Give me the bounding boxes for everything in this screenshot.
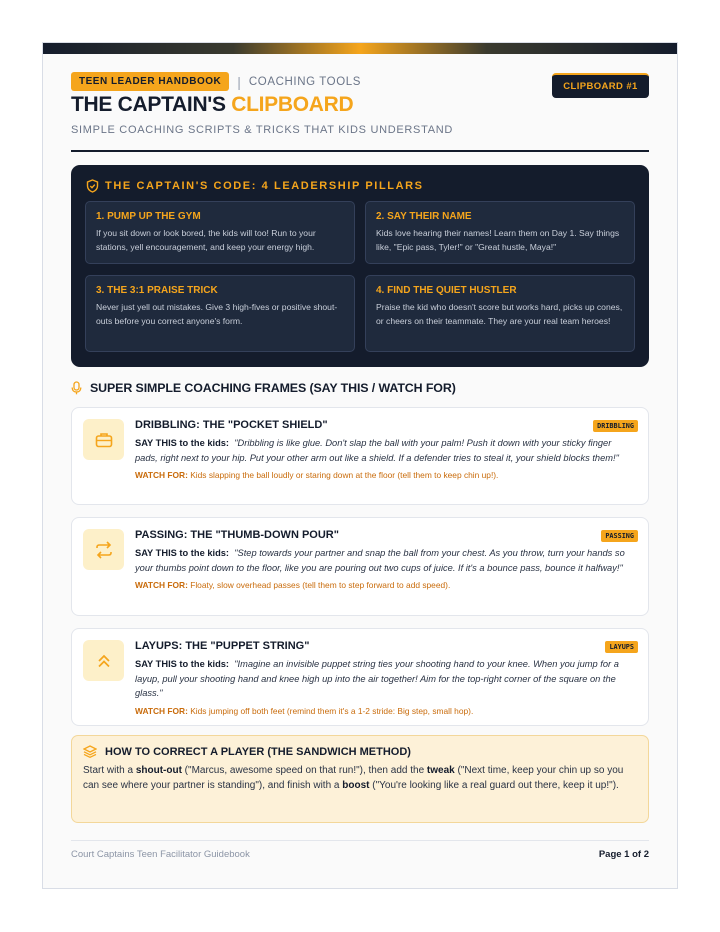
page-title [71, 93, 353, 117]
sandwich-text [83, 763, 637, 793]
coaching-frame-card [71, 407, 649, 505]
header-divider [71, 150, 649, 152]
sandwich-keyword: boost [342, 780, 370, 791]
watch-text: Kids jumping off both feet (remind them it's a 1-2 stride: Big step, small hop). [190, 705, 474, 716]
frame-say-text [135, 436, 636, 465]
page-subtitle: SIMPLE COACHING SCRIPTS & TRICKS THAT KIDS UNDERSTAND [71, 124, 454, 136]
handbook-page [42, 42, 678, 889]
microphone-icon [71, 381, 82, 395]
pillar-card [85, 275, 355, 352]
say-quote: "Step towards your partner and snap the ball from your chest. As you throw, turn your hands so your thumbs point down to the floor, like you are pouring out two cups of juice. If it's a bounce pass, bounce it halfway!" [135, 548, 625, 573]
pillars-heading [86, 179, 424, 193]
pillar-text: Never just yell out mistakes. Give 3 high-fives or positive shout-outs before you correct anyone's form. [96, 302, 338, 326]
pillar-text: If you sit down or look bored, the kids will too! Run to your stations, yell encouragement, and keep your energy high. [96, 228, 316, 252]
say-label: SAY THIS to the kids: [135, 438, 230, 448]
pillar-text: Praise the kid who doesn't score but works hard, picks up cones, or cheers on their teammate. They are your real team heroes! [376, 302, 623, 326]
watch-label: WATCH FOR: [135, 705, 188, 716]
double-chevron-up-icon [96, 653, 112, 669]
frame-icon-box [83, 640, 124, 681]
leadership-pillars-panel [71, 165, 649, 367]
frame-watch-text [135, 706, 636, 716]
pillar-card [85, 201, 355, 264]
coaching-frame-card [71, 628, 649, 726]
frame-say-text [135, 546, 636, 575]
frame-title: LAYUPS: THE "PUPPET STRING" [135, 640, 310, 652]
coaching-frames-heading-text: SUPER SIMPLE COACHING FRAMES (SAY THIS / WATCH FOR) [90, 381, 456, 395]
swap-arrows-icon [95, 541, 113, 559]
sandwich-text-part: ("Next time, keep your chin up so you can see where your partner is standing"), and finish with a [83, 765, 624, 791]
coaching-frame-card [71, 517, 649, 616]
frame-body [135, 529, 636, 590]
frame-watch-text [135, 580, 636, 590]
pillar-title: 3. THE 3:1 PRAISE TRICK [96, 285, 218, 296]
frame-icon-box [83, 529, 124, 570]
watch-text: Floaty, slow overhead passes (tell them to step forward to add speed). [190, 580, 451, 590]
pillar-card [365, 275, 635, 352]
pillar-text: Kids love hearing their names! Learn them on Day 1. Say things like, "Epic pass, Tyler!" or "Great hustle, Maya!" [376, 228, 620, 252]
title-accent: CLIPBOARD [231, 93, 354, 116]
frame-title: DRIBBLING: THE "POCKET SHIELD" [135, 419, 328, 431]
frame-tag: PASSING [601, 530, 638, 542]
sandwich-text-part: Start with a [83, 765, 136, 776]
pillar-title: 4. FIND THE QUIET HUSTLER [376, 285, 517, 296]
pillar-title: 1. PUMP UP THE GYM [96, 211, 201, 222]
header-tags [71, 72, 361, 91]
frame-body [135, 419, 636, 480]
backpack-icon [95, 432, 113, 448]
sandwich-method-box [71, 735, 649, 823]
frame-tag: LAYUPS [605, 641, 638, 653]
coaching-frames-heading [71, 381, 456, 395]
footer-divider [71, 840, 649, 841]
say-quote: "Dribbling is like glue. Don't slap the ball with your palm! Push it down with your sticky finger pads, right next to your hip. Put your other arm out like a shield. If a defender tries to steal it, your shield blocks them!" [135, 438, 619, 463]
sandwich-heading-text: HOW TO CORRECT A PLAYER (THE SANDWICH METHOD) [105, 745, 411, 758]
frame-body [135, 640, 636, 716]
say-quote: "Imagine an invisible puppet string ties your shooting hand to your knee. When you jump for a layup, pull your shooting hand and knee high up into the air together! Aim for the top-right corner of the square on the glass." [135, 659, 619, 698]
pillar-card [365, 201, 635, 264]
layers-icon [83, 745, 97, 758]
sandwich-keyword: tweak [426, 765, 455, 776]
frame-watch-text [135, 470, 636, 480]
pillars-heading-text: THE CAPTAIN'S CODE: 4 LEADERSHIP PILLARS [105, 180, 424, 192]
frame-icon-box [83, 419, 124, 460]
sandwich-text-part: ("Marcus, awesome speed on that run!"), then add the [181, 765, 427, 776]
shield-check-icon [86, 179, 99, 193]
title-main: THE CAPTAIN'S [71, 93, 232, 116]
watch-label: WATCH FOR: [135, 580, 188, 590]
sandwich-heading [83, 745, 637, 758]
footer-guidebook-title: Court Captains Teen Facilitator Guidebook [71, 849, 250, 860]
watch-text: Kids slapping the ball loudly or staring down at the floor (tell them to keep chin up!). [190, 470, 499, 480]
tag-separator: | [237, 73, 241, 90]
top-gradient-bar [43, 43, 677, 54]
sandwich-text-part: ("You're looking like a real guard out there, keep it up!"). [369, 780, 619, 791]
say-label: SAY THIS to the kids: [135, 548, 230, 558]
section-label: COACHING TOOLS [248, 75, 362, 88]
page-number: Page 1 of 2 [598, 849, 649, 860]
frame-title: PASSING: THE "THUMB-DOWN POUR" [135, 529, 339, 541]
sandwich-keyword: shout-out [135, 765, 182, 776]
handbook-tag: TEEN LEADER HANDBOOK [71, 72, 229, 91]
watch-label: WATCH FOR: [135, 470, 188, 480]
say-label: SAY THIS to the kids: [135, 659, 230, 669]
frame-tag: DRIBBLING [593, 420, 638, 432]
pillar-title: 2. SAY THEIR NAME [376, 211, 472, 222]
frame-say-text [135, 657, 636, 701]
clipboard-badge: CLIPBOARD #1 [552, 73, 649, 98]
